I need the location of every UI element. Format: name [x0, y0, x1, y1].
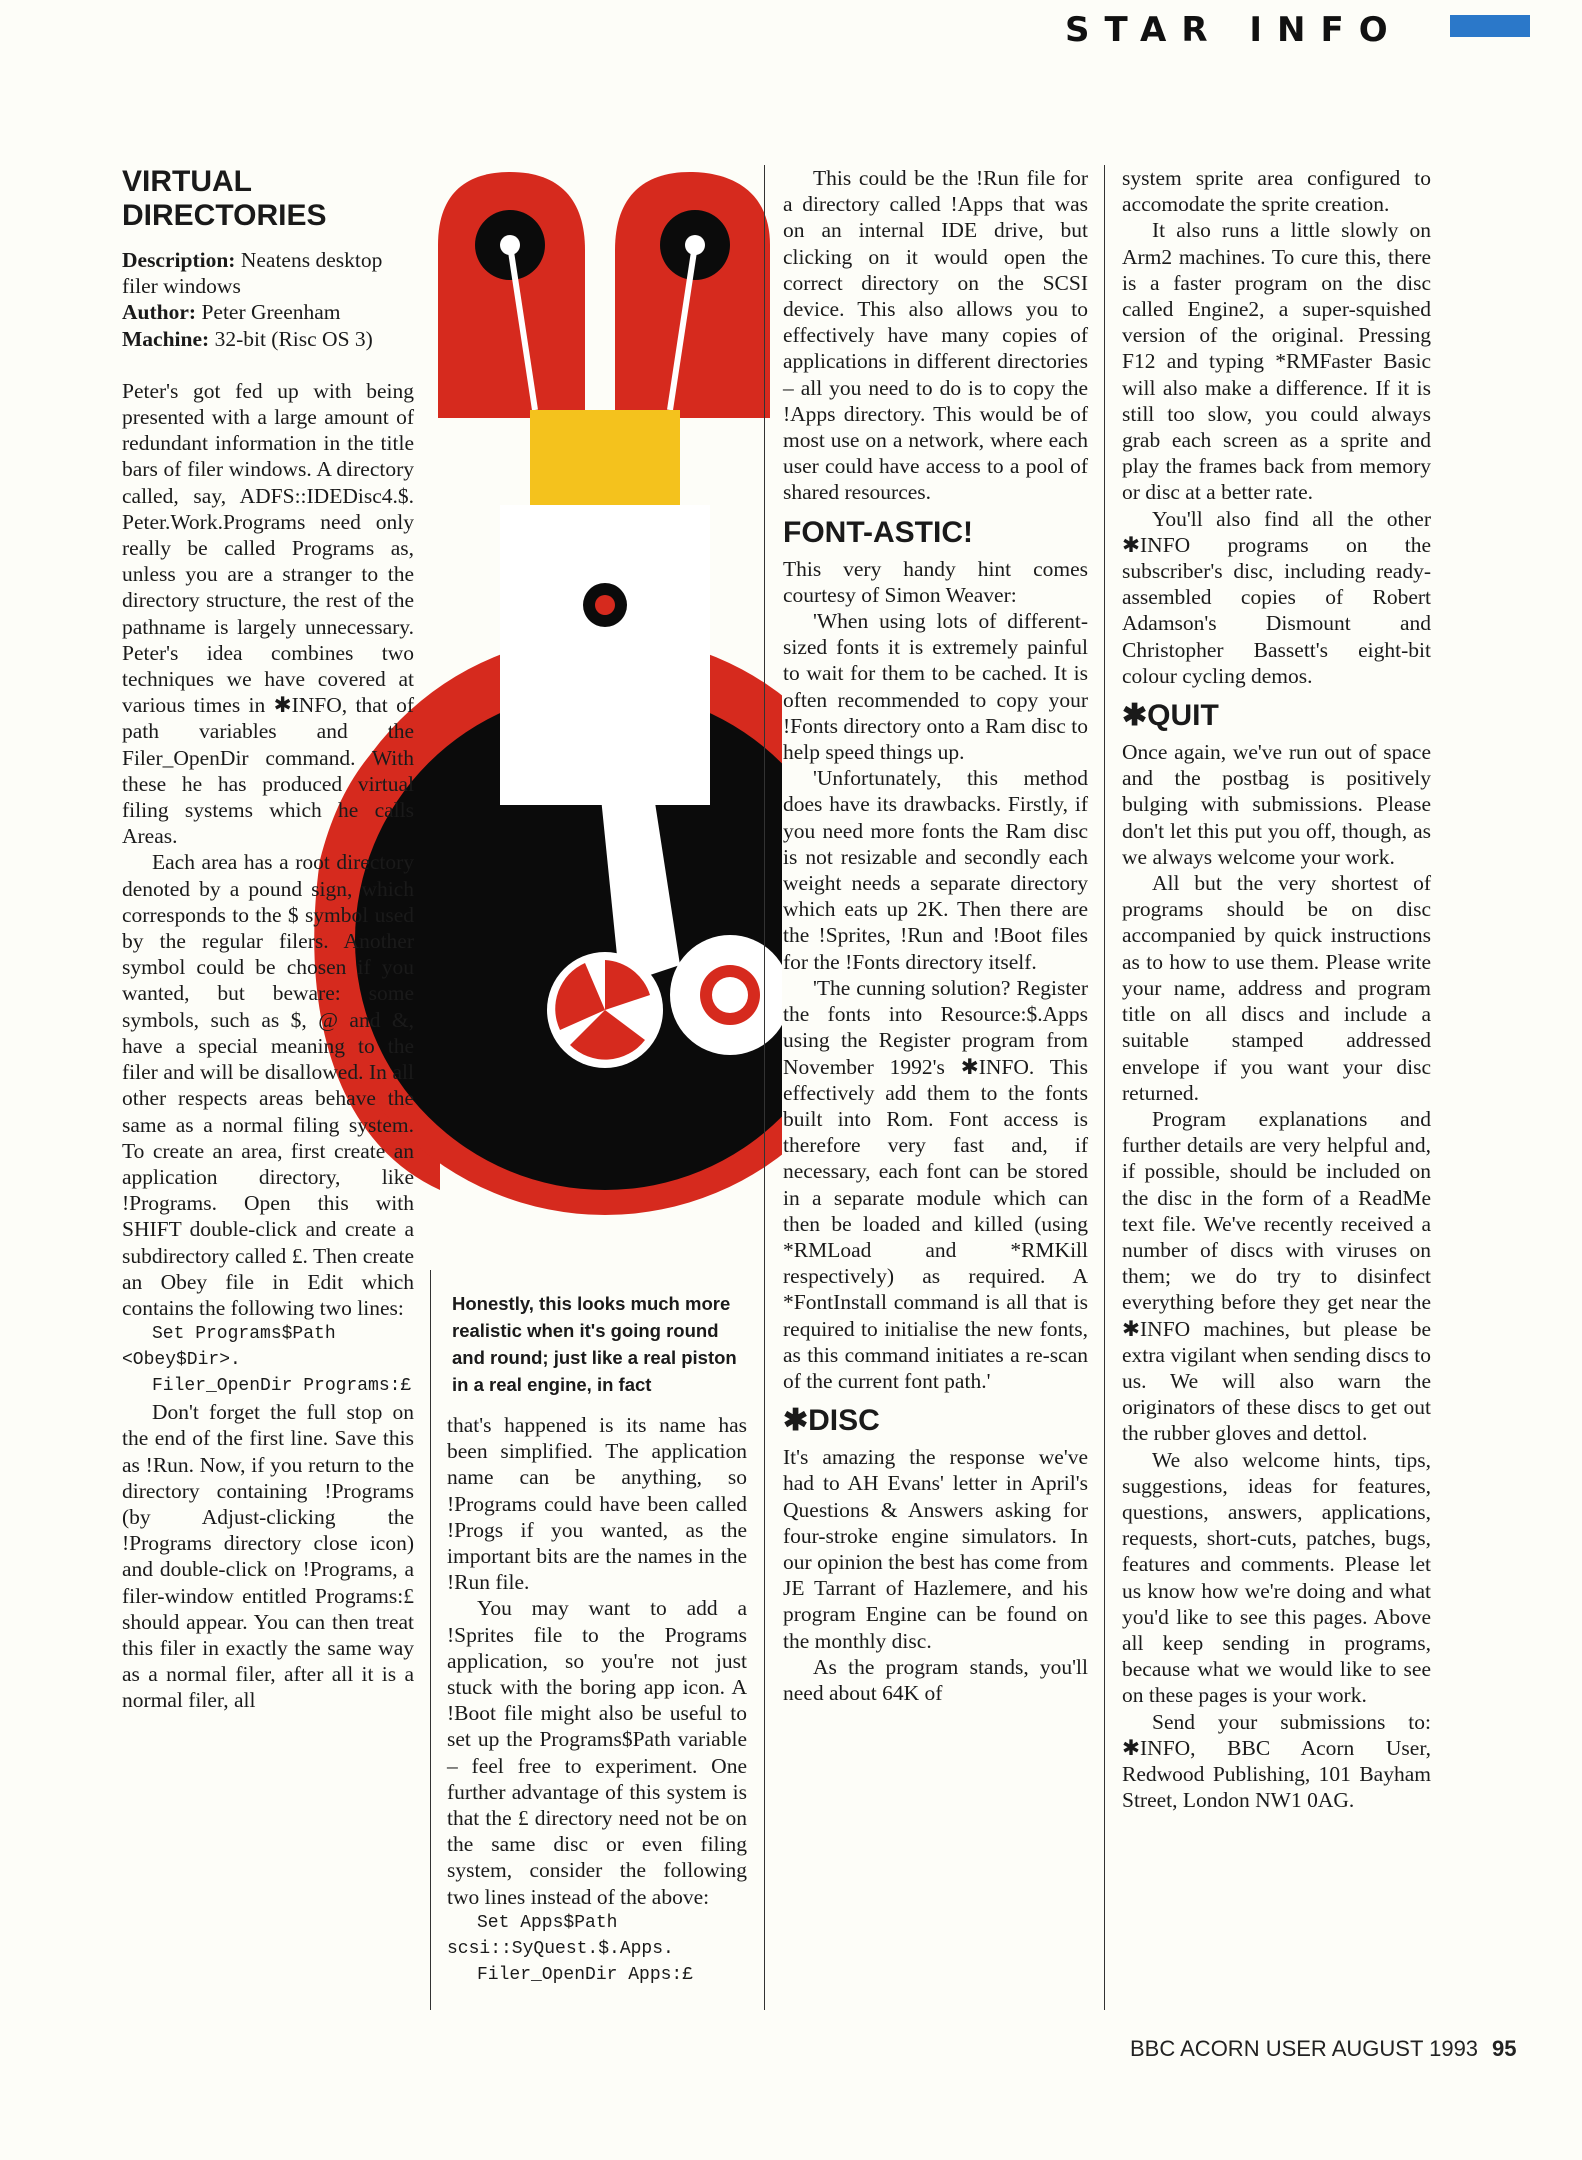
article-column-3 — [783, 165, 1088, 1706]
paragraph: that's happened is its name has been simplified. The application name can be anything, so !Programs could have been called !Progs if you wanted, as the important bits are the names in the !Run file. — [447, 1413, 747, 1595]
paragraph: Each area has a root directory denoted by a pound sign, which corresponds to the $ symbol used by the regular filers. Another symbol could be chosen if you wanted, but beware: some symbols, such as $, @ and &, have a special meaning to the filer and will be disallowed. In all other respects areas behave the same as a normal filing system. To create an area, first create an application directory, like !Programs. Open this with SHIFT double-click and create a subdirectory called £. Then create an Obey file in Edit which contains the following two lines: — [122, 850, 414, 1320]
article-column-4 — [1122, 165, 1431, 1813]
illustration-caption: Honestly, this looks much more realistic when it's going round and round; just like a real piston in a real engine, in fact — [452, 1293, 737, 1395]
paragraph: All but the very shortest of programs should be on disc accompanied by quick instructions as to how to use them. Please write your name, address and program title on all discs and include a suitable stamped addressed envelope if you want your disc returned. — [1122, 871, 1431, 1105]
description-value: Neatens desktop filer windows — [122, 248, 383, 299]
column-rule-2 — [764, 165, 765, 2010]
paragraph: You may want to add a !Sprites file to the Programs application, so you're not just stuck with the boring app icon. A !Boot file might also be useful to set up the Programs$Path variable – feel free to experiment. One further advantage of this system is that the £ directory need not be on the same disc or even filing system, consider the following two lines instead of the above: — [447, 1596, 747, 1909]
machine-value: 32-bit (Risc OS 3) — [214, 326, 373, 351]
paragraph: You'll also find all the other ✱INFO programs on the subscriber's disc, including ready-assembled copies of Robert Adamson's Dismount and Christopher Bassett's eight-bit colour cycling demos. — [1122, 506, 1431, 688]
valve-housing-left — [438, 172, 585, 418]
article-column-1 — [122, 165, 414, 1714]
code-line: Set Programs$Path <Obey$Dir>. — [122, 1324, 336, 1371]
section-heading: FONT-ASTIC! — [783, 515, 973, 549]
paragraph: Don't forget the full stop on the end of the first line. Save this as !Run. Now, if you return to the directory containing !Programs (by Adjust-clicking the !Programs directory close icon) and double-click on !Programs, a filer-window entitled Programs:£ should appear. You can then treat this filer in exactly the same way as a normal filer, after all it is a normal filer, all — [122, 1400, 414, 1713]
magazine-issue: BBC ACORN USER AUGUST 1993 — [1130, 2036, 1479, 2061]
paragraph: 'Unfortunately, this method does have its drawbacks. Firstly, if you need more fonts the Ram disc is not resizable and secondly each weight needs a separate directory which eats up 2K. Then there are the !Sprites, !Run and !Boot files for the !Fonts directory itself. — [783, 766, 1088, 974]
column-rule-3 — [1104, 165, 1105, 2010]
paragraph: 'The cunning solution? Register the fonts into Resource:$.Apps using the Register program from November 1992's ✱INFO. This effectively add them to the fonts built into Rom. Font access is therefore very fast and, if necessary, each font can be stored in a separate module which can then be loaded and killed (using *RMLoad and *RMKill respectively) as required. A *FontInstall command is all that is required to initialise the new fonts, as this command initiates a re-scan of the current font path.' — [783, 975, 1088, 1393]
article-column-2 — [447, 1412, 747, 1988]
code-line: Set Apps$Path scsi::SyQuest.$.Apps. — [447, 1912, 674, 1959]
code-line: Filer_OpenDir Programs:£ — [152, 1376, 412, 1397]
cylinder-yellow — [530, 410, 680, 505]
description-label: Description: — [122, 248, 236, 272]
page-footer — [1130, 2036, 1517, 2062]
paragraph: 'When using lots of different-sized fonts it is extremely painful to wait for them to be cached. It is often recommended to copy your !Fonts directory onto a Ram disc to help speed things up. — [783, 609, 1088, 765]
paragraph: It's amazing the response we've had to AH Evans' letter in April's Questions & Answers asking for four-stroke engine simulators. In our opinion the best has come from JE Tarrant of Hazlemere, and his program Engine can be found on the monthly disc. — [783, 1445, 1088, 1653]
section-heading: ✱DISC — [783, 1404, 880, 1438]
machine-line — [122, 326, 414, 352]
author-label: Author: — [122, 300, 197, 325]
valve-housing-right — [615, 172, 770, 418]
description-line — [122, 247, 414, 299]
paragraph: This could be the !Run file for a directory called !Apps that was on an internal IDE drive, but clicking on it would open the correct directory on the SCSI device. This also allows you to effectively have many copies of applications in different directories – all you need to do is to copy the !Apps directory. This would be of most use on a network, where each user could have access to a pool of shared resources. — [783, 166, 1088, 505]
paragraph: Program explanations and further details are very helpful and, if possible, should be included on the disc in the form of a ReadMe text file. We've recently received a number of discs with viruses on them; we do try to disinfect everything before they get near the ✱INFO machines, but please be extra vigilant when sending discs to us. We will also warn the originators of these discs to get out the rubber gloves and dettol. — [1122, 1106, 1431, 1446]
paragraph: This very handy hint comes courtesy of Simon Weaver: — [783, 556, 1088, 607]
page-number: 95 — [1492, 2036, 1517, 2061]
machine-label: Machine: — [122, 326, 210, 351]
article-title: VIRTUAL DIRECTORIES — [122, 165, 327, 232]
section-title: STAR INFO — [1065, 10, 1403, 50]
paragraph: Send your submissions to: ✱INFO, BBC Acorn User, Redwood Publishing, 101 Bayham Street, London NW1 0AG. — [1122, 1709, 1431, 1813]
paragraph: Peter's got fed up with being presented with a large amount of redundant information in the title bars of filer windows. A directory called, say, ADFS::IDEDisc4.$. Peter.Work.Programs need only really be called Programs as, unless you are a stranger to the directory structure, the rest of the pathname is largely unnecessary. Peter's idea combines two techniques we have covered at various times in ✱INFO, that of path variables and the Filer_OpenDir command. With these he has produced virtual filing systems which he calls Areas. — [122, 378, 414, 849]
paragraph: It also runs a little slowly on Arm2 machines. To cure this, there is a faster program on the disc called Engine2, a super-squished version of the original. Pressing F12 and typing *RMFaster Basic will also make a difference. If it is still too slow, you could always grab each screen as a sprite and play the frames back from memory or disc at a better rate. — [1122, 218, 1431, 505]
paragraph: We also welcome hints, tips, suggestions, ideas for features, questions, answers, applications, requests, short-cuts, patches, bugs, features and comments. Please let us know how we're doing and what you'd like to see this pages. Above all keep sending in programs, because what we would like to see on these pages is your work. — [1122, 1447, 1431, 1708]
section-heading: ✱QUIT — [1122, 699, 1219, 733]
paragraph: As the program stands, you'll need about 64K of — [783, 1654, 1088, 1705]
column-rule-1 — [430, 1270, 431, 2010]
author-value: Peter Greenham — [201, 300, 341, 325]
author-line — [122, 299, 414, 325]
code-line: Filer_OpenDir Apps:£ — [477, 1964, 694, 1985]
paragraph: Once again, we've run out of space and the postbag is positively bulging with submissions. Please don't let this put you off, though, as we always welcome your work. — [1122, 740, 1431, 869]
paragraph: system sprite area configured to accomodate the sprite creation. — [1122, 166, 1431, 217]
